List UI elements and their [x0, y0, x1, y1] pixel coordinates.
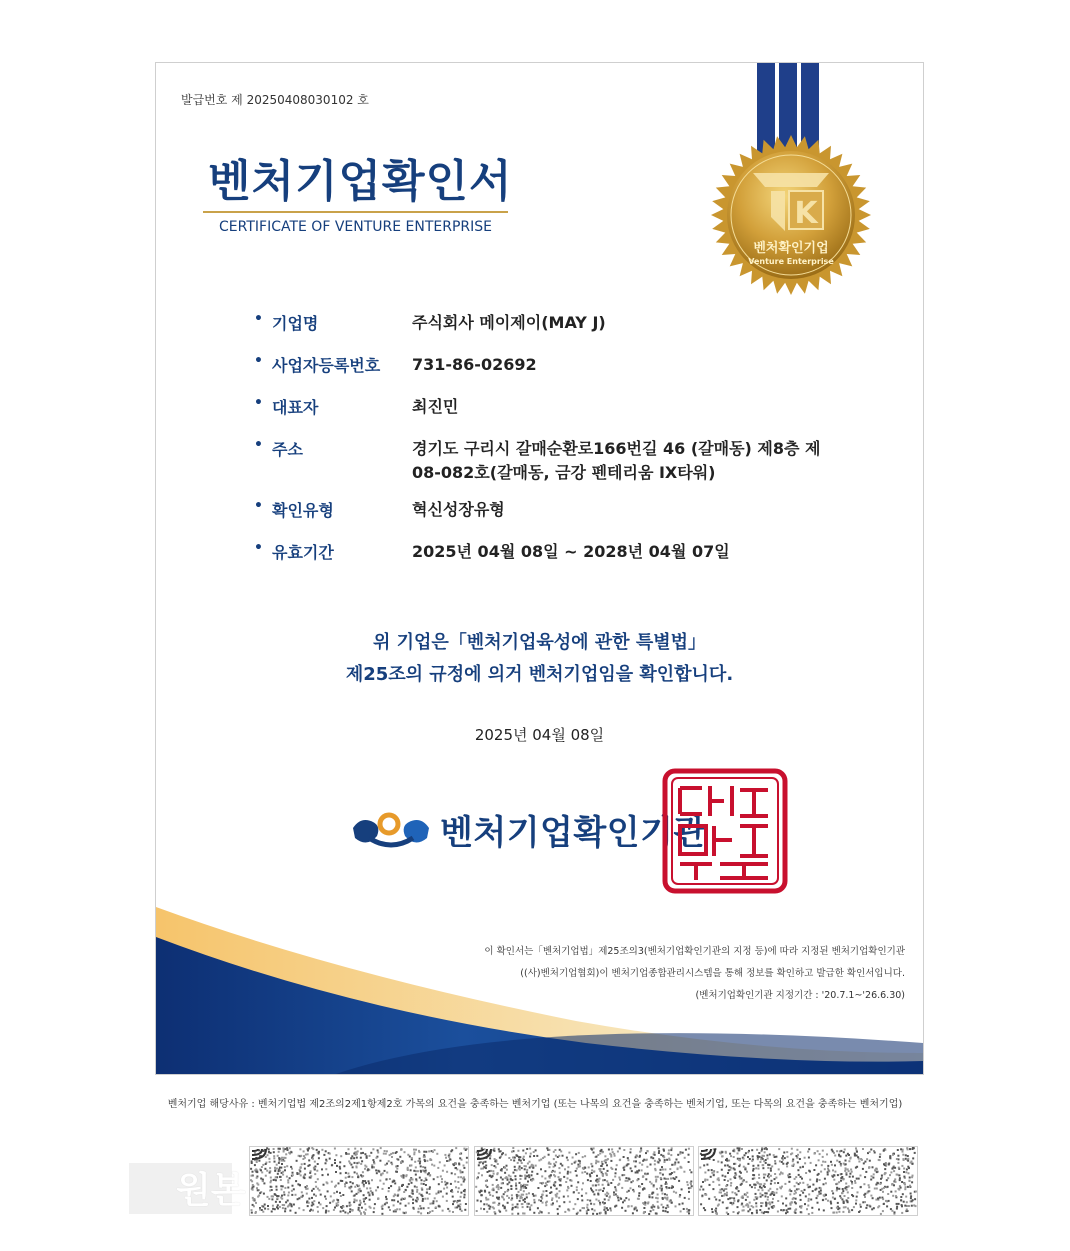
issue-number: 발급번호 제 20250408030102 호: [181, 93, 369, 107]
field-label: 확인유형: [272, 501, 334, 520]
field-label: 사업자등록번호: [272, 356, 381, 375]
certificate: [155, 62, 924, 1075]
field-value: 주식회사 메이제이(MAY J): [412, 313, 606, 332]
legal-note-line: 이 확인서는「벤처기업법」제25조의3(벤처기업확인기관의 지정 등)에 따라 지정된 벤처기업확인기관: [484, 946, 905, 957]
original-watermark: 원본: [176, 1170, 246, 1211]
certificate-title: 벤처기업확인서: [208, 156, 513, 207]
field-label: 주소: [272, 440, 303, 459]
title-underline: [203, 211, 508, 213]
bullet-icon: •: [254, 498, 263, 514]
bullet-icon: •: [254, 311, 263, 327]
security-code: [698, 1146, 918, 1216]
issue-date: 2025년 04월 08일: [474, 726, 605, 744]
security-pattern-icon: [699, 1147, 917, 1215]
field-value: 최진민: [412, 397, 459, 416]
security-pattern-icon: [475, 1147, 693, 1215]
seal-label-en: Venture Enterprise: [748, 257, 834, 266]
decorative-wave: [156, 893, 923, 1074]
venture-reason: 벤처기업 해당사유 : 벤처기업법 제2조의2제1항제2호 가목의 요건을 충족하는 벤처기업 (또는 나목의 요건을 충족하는 벤처기업, 또는 다목의 요건을 충족하는 벤처기업): [167, 1099, 903, 1110]
confirmation-statement: [156, 627, 923, 691]
bullet-icon: •: [254, 395, 263, 411]
bullet-icon: •: [254, 353, 263, 369]
seal-emblem-letter: K: [794, 196, 818, 231]
field-value: 혁신성장유형: [412, 500, 505, 519]
field-value: 경기도 구리시 갈매순환로166번길 46 (갈매동) 제8층 제08-082호(갈매동, 금강 펜테리움 IX타워): [412, 439, 821, 482]
security-code: [249, 1146, 469, 1216]
statement-line: 제25조의 규정에 의거 벤처기업임을 확인합니다.: [345, 664, 734, 685]
official-stamp-icon: [662, 768, 788, 894]
field-label: 기업명: [272, 314, 319, 333]
field-label: 대표자: [272, 398, 319, 417]
organization-name: 벤처기업확인기관: [440, 813, 707, 853]
field-value: 2025년 04월 08일 ~ 2028년 04월 07일: [412, 542, 730, 561]
venture-seal: [709, 133, 873, 297]
security-code: [474, 1146, 694, 1216]
field-value: 731-86-02692: [412, 355, 537, 374]
certificate-subtitle: CERTIFICATE OF VENTURE ENTERPRISE: [219, 219, 493, 235]
seal-label-kr: 벤처확인기업: [753, 241, 829, 256]
legal-note-line: ((사)벤처기업협회)이 벤처기업종합관리시스템을 통해 정보를 확인하고 발급한 확인서입니다.: [520, 968, 905, 979]
bullet-icon: •: [254, 437, 263, 453]
legal-note-line: (벤처기업확인기관 지정기간 : '20.7.1~'26.6.30): [695, 990, 905, 1001]
statement-line: 위 기업은「벤처기업육성에 관한 특별법」: [372, 632, 706, 653]
security-pattern-icon: [250, 1147, 468, 1215]
bullet-icon: •: [254, 540, 263, 556]
gold-seal-icon: [709, 133, 873, 297]
organization-logo-icon: [351, 808, 431, 852]
field-label: 유효기간: [272, 543, 334, 562]
